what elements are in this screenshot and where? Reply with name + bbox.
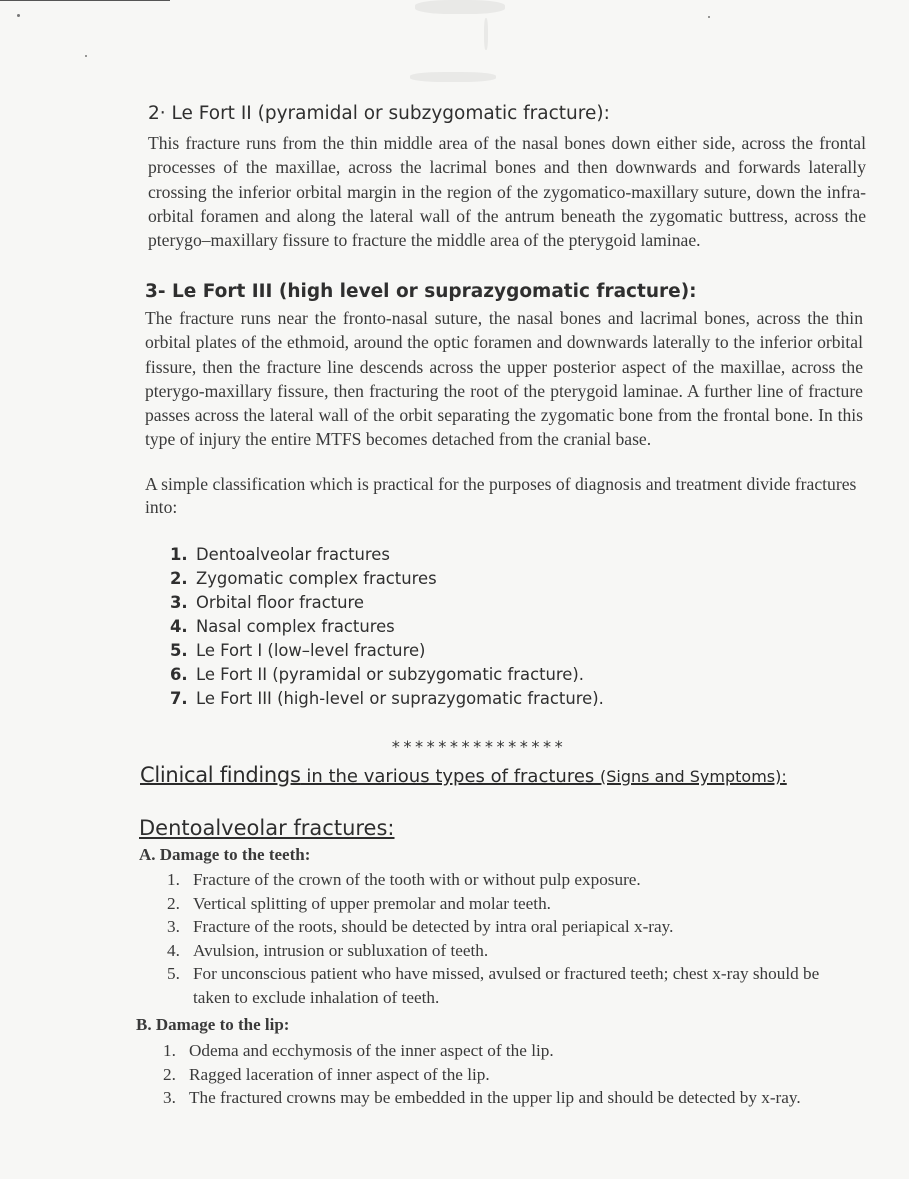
scan-smudge: [484, 18, 488, 50]
teeth-damage-heading: A. Damage to the teeth:: [139, 845, 311, 864]
heading-part: (Signs and Symptoms):: [600, 767, 787, 786]
section-text-le-fort-3: The fracture runs near the fronto-nasal suture, the nasal bones and lacrimal bones, across the thin orbital plates of the ethmoid, around the optic foramen and downwards laterally to the inferior orbital fissure, then the fracture line descends across the upper posterior aspect of the maxillae, across the pterygo-maxillary fissure, then fracturing the root of the pterygoid laminae. A further line of fracture passes across the lateral wall of the orbit separating the zygomatic bone from the frontal bone. In this type of injury the entire MTFS becomes detached from the cranial base.: [145, 308, 863, 450]
list-number: 7.: [170, 689, 188, 708]
list-number: 5.: [170, 641, 188, 660]
classification-list: [170, 543, 604, 711]
list-item: [163, 1063, 803, 1087]
list-item: [170, 639, 604, 663]
list-text: Orbital floor fracture: [196, 593, 365, 612]
list-number: 1.: [167, 870, 180, 889]
scan-edge-line: [0, 0, 170, 1]
list-text: For unconscious patient who have missed, avulsed or fractured teeth; chest x-ray should be taken to exclude inhalation of teeth.: [193, 964, 820, 1007]
section-heading-le-fort-2: 2· Le Fort II (pyramidal or subzygomatic fracture):: [148, 103, 610, 124]
list-number: 1.: [170, 545, 188, 564]
list-text: Le Fort I (low–level fracture): [196, 641, 426, 660]
list-item: [163, 1086, 803, 1110]
list-item: [163, 1039, 803, 1063]
heading-part: Clinical findings: [140, 763, 301, 787]
list-text: Le Fort II (pyramidal or subzygomatic fracture).: [196, 665, 584, 684]
list-number: 2.: [163, 1064, 176, 1084]
section-separator: ***************: [391, 737, 566, 756]
list-item: [170, 687, 604, 711]
list-item: [167, 892, 847, 916]
list-text: Avulsion, intrusion or subluxation of teeth.: [193, 940, 489, 960]
scan-speck: [85, 55, 87, 57]
list-number: 4.: [167, 940, 180, 960]
teeth-damage-list: [167, 868, 847, 1009]
list-text: Dentoalveolar fractures: [196, 545, 390, 564]
list-item: [167, 939, 847, 963]
list-text: Zygomatic complex fractures: [196, 569, 437, 588]
list-text: Odema and ecchymosis of the inner aspect of the lip.: [189, 1041, 554, 1060]
scan-speck: [708, 16, 710, 18]
list-item: [170, 543, 604, 567]
list-text: The fractured crowns may be embedded in the upper lip and should be detected by x-ray.: [189, 1088, 801, 1107]
section-heading-le-fort-3: 3- Le Fort III (high level or suprazygomatic fracture):: [145, 281, 697, 302]
list-item: [170, 567, 604, 591]
list-item: [170, 615, 604, 639]
list-number: 4.: [170, 617, 188, 636]
scan-smudge: [415, 0, 505, 14]
section-text-le-fort-2: This fracture runs from the thin middle area of the nasal bones down either side, across the frontal processes of the maxillae, across the lacrimal bones and then downwards and forwards laterally crossing the inferior orbital margin in the region of the zygomatico-maxillary suture, down the infra-orbital foramen and along the lateral wall of the antrum beneath the zygomatic buttress, across the pterygo–maxillary fissure to fracture the middle area of the pterygoid laminae.: [148, 133, 866, 251]
list-text: Fracture of the roots, should be detected by intra oral periapical x-ray.: [193, 917, 674, 936]
list-number: 6.: [170, 665, 188, 684]
list-item: [167, 915, 847, 939]
lip-damage-heading: B. Damage to the lip:: [136, 1015, 290, 1034]
lip-damage-list: [163, 1039, 803, 1110]
list-number: 2.: [167, 893, 180, 913]
heading-part: in the various types of fractures: [300, 766, 601, 787]
list-item: [170, 591, 604, 615]
list-item: [170, 663, 604, 687]
list-number: 3.: [170, 593, 188, 612]
list-text: Nasal complex fractures: [196, 617, 395, 636]
clinical-findings-heading: [140, 763, 787, 787]
classification-intro: A simple classification which is practical for the purposes of diagnosis and treatment divide fractures into:: [145, 474, 857, 517]
list-number: 3.: [167, 917, 180, 936]
scan-smudge: [410, 72, 496, 82]
list-number: 3.: [163, 1088, 176, 1107]
dentoalveolar-heading: Dentoalveolar fractures:: [139, 816, 395, 840]
list-item: [167, 962, 847, 1009]
list-number: 2.: [170, 569, 188, 588]
list-item: [167, 868, 847, 892]
list-text: Le Fort III (high-level or suprazygomatic fracture).: [196, 689, 604, 708]
list-text: Fracture of the crown of the tooth with or without pulp exposure.: [193, 870, 641, 889]
list-text: Ragged laceration of inner aspect of the lip.: [189, 1064, 490, 1084]
list-number: 5.: [167, 964, 180, 983]
scan-speck: [17, 14, 20, 17]
list-number: 1.: [163, 1041, 176, 1060]
list-text: Vertical splitting of upper premolar and molar teeth.: [193, 893, 551, 913]
